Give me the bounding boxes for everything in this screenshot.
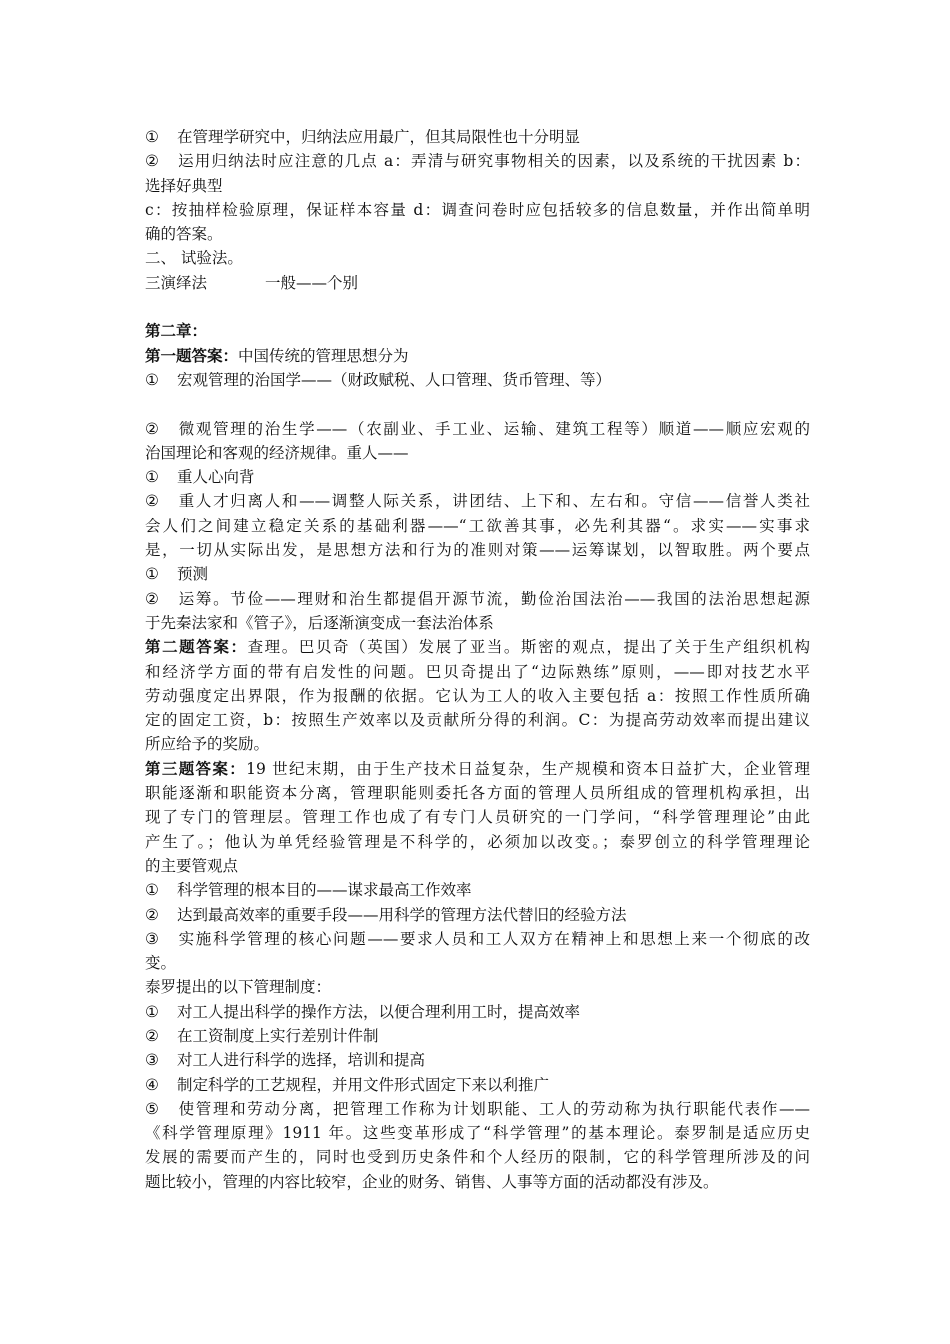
paragraph-line: 劳动强度定出界限，作为报酬的依据。它认为工人的收入主要包括 a：按照工作性质所确 bbox=[145, 686, 810, 705]
list-item bbox=[145, 1097, 810, 1121]
list-item bbox=[145, 125, 810, 149]
answer-heading bbox=[145, 635, 810, 659]
paragraph-line: 会人们之间建立稳定关系的基础利器——“工欲善其事，必先利其器“。求实——实事求 bbox=[145, 516, 810, 535]
answer-heading bbox=[145, 757, 810, 781]
paragraph-text: 微观管理的治生学——（农副业、手工业、运输、建筑工程等）顺道——顺应宏观的 bbox=[177, 419, 810, 438]
list-item bbox=[145, 903, 810, 927]
paragraph-text: 重人心向背 bbox=[177, 468, 255, 487]
paragraph-line: 选择好典型 bbox=[145, 176, 223, 195]
paragraph-line: 的主要管观点 bbox=[145, 856, 239, 875]
list-marker: ③ bbox=[145, 1051, 159, 1070]
paragraph-text: 宏观管理的治国学——（财政赋税、人口管理、货币管理、等） bbox=[177, 370, 612, 389]
list-marker: ① bbox=[145, 370, 159, 389]
deduction-label: 三演绎法 bbox=[145, 273, 208, 292]
list-item bbox=[145, 927, 810, 951]
paragraph-text: 制定科学的工艺规程，并用文件形式固定下来以利推广 bbox=[177, 1075, 550, 1094]
paragraph-line: 职能逐渐和职能资本分离，管理职能则委托各方面的管理人员所组成的管理机构承担，出 bbox=[145, 784, 810, 803]
paragraph-text: 对工人进行科学的选择，培训和提高 bbox=[177, 1051, 426, 1070]
paragraph-text: 运筹。节俭——理财和治生都提倡开源节流，勤俭治国法治——我国的法治思想起源 bbox=[177, 589, 810, 608]
list-item bbox=[145, 489, 810, 513]
section-heading: 二、 试验法。 bbox=[145, 249, 243, 268]
paragraph-line: 于先秦法家和《管子》，后逐渐演变成一套法治体系 bbox=[145, 613, 494, 632]
paragraph-line: 和经济学方面的带有启发性的问题。巴贝奇提出了“边际熟练”原则，——即对技艺水平 bbox=[145, 662, 810, 681]
list-marker: ① bbox=[145, 468, 159, 487]
paragraph-text: 19 世纪末期，由于生产技术日益复杂，生产规模和资本日益扩大，企业管理 bbox=[246, 759, 810, 778]
list-marker: ① bbox=[145, 565, 159, 584]
paragraph-text: 科学管理的根本目的——谋求最高工作效率 bbox=[177, 881, 472, 900]
answer-heading bbox=[145, 344, 810, 368]
list-item bbox=[145, 562, 810, 586]
paragraph-line: 发展的需要而产生的，同时也受到历史条件和个人经历的限制，它的科学管理所涉及的问 bbox=[145, 1148, 810, 1167]
paragraph-text: 中国传统的管理思想分为 bbox=[238, 346, 409, 365]
paragraph-text: 对工人提出科学的操作方法，以便合理利用工时，提高效率 bbox=[177, 1002, 581, 1021]
list-marker: ② bbox=[145, 589, 159, 608]
list-marker: ② bbox=[145, 419, 159, 438]
paragraph-text: 使管理和劳动分离，把管理工作称为计划职能、工人的劳动称为执行职能代表作—— bbox=[177, 1099, 810, 1118]
paragraph-text: 在工资制度上实行差别计件制 bbox=[177, 1026, 379, 1045]
list-marker: ② bbox=[145, 152, 159, 171]
list-marker: ① bbox=[145, 881, 159, 900]
list-item bbox=[145, 878, 810, 902]
deduction-note: 一般——个别 bbox=[265, 273, 359, 292]
document-body bbox=[145, 125, 810, 1194]
paragraph-text: 运用归纳法时应注意的几点 a：弄清与研究事物相关的因素，以及系统的干扰因素 b： bbox=[177, 152, 810, 171]
paragraph-line: 治国理论和客观的经济规律。重人—— bbox=[145, 443, 409, 462]
list-marker: ③ bbox=[145, 929, 159, 948]
paragraph-line: 产生了。；他认为单凭经验管理是不科学的，必须加以改变。；泰罗创立的科学管理理论 bbox=[145, 832, 810, 851]
paragraph-text: 达到最高效率的重要手段——用科学的管理方法代替旧的经验方法 bbox=[177, 905, 627, 924]
list-marker: ① bbox=[145, 1002, 159, 1021]
paragraph-line: 《科学管理原理》1911 年。这些变革形成了“科学管理”的基本理论。泰罗制是适应历史 bbox=[145, 1124, 810, 1143]
list-item bbox=[145, 1000, 810, 1024]
list-marker: ② bbox=[145, 1026, 159, 1045]
paragraph-line: c：按抽样检验原理，保证样本容量 d：调查问卷时应包括较多的信息数量，并作出简单明 bbox=[145, 200, 810, 219]
paragraph-line: 确的答案。 bbox=[145, 225, 223, 244]
list-item bbox=[145, 587, 810, 611]
paragraph-text: 实施科学管理的核心问题——要求人员和工人双方在精神上和思想上来一个彻底的改 bbox=[177, 929, 810, 948]
chapter-title: 第二章： bbox=[145, 321, 208, 341]
list-item bbox=[145, 149, 810, 173]
list-marker: ② bbox=[145, 492, 159, 511]
list-item bbox=[145, 1048, 810, 1072]
list-marker: ② bbox=[145, 905, 159, 924]
paragraph-line: 定的固定工资，b：按照生产效率以及贡献所分得的利润。C：为提高劳动效率而提出建议 bbox=[145, 711, 810, 730]
paragraph-text: 查理。巴贝奇（英国）发展了亚当。斯密的观点，提出了关于生产组织机构 bbox=[247, 638, 810, 657]
section-heading bbox=[145, 271, 810, 295]
list-marker: ① bbox=[145, 128, 159, 146]
paragraph-text: 重人才归离人和——调整人际关系，讲团结、上下和、左右和。守信——信誉人类社 bbox=[177, 492, 810, 511]
list-marker: ⑤ bbox=[145, 1099, 159, 1118]
paragraph-line: 现了专门的管理层。管理工作也成了有专门人员研究的一门学问，“科学管理理论”由此 bbox=[145, 808, 810, 827]
list-item bbox=[145, 1024, 810, 1048]
paragraph-line: 是，一切从实际出发，是思想方法和行为的准则对策——运筹谋划，以智取胜。两个要点 bbox=[145, 541, 810, 560]
list-marker: ④ bbox=[145, 1075, 159, 1094]
list-item bbox=[145, 417, 810, 441]
list-item bbox=[145, 368, 810, 392]
paragraph-line: 题比较小，管理的内容比较窄，企业的财务、销售、人事等方面的活动都没有涉及。 bbox=[145, 1172, 719, 1191]
paragraph-line: 变。 bbox=[145, 954, 177, 973]
answer-label: 第三题答案： bbox=[145, 758, 247, 778]
paragraph-text: 预测 bbox=[177, 565, 209, 584]
paragraph-line: 泰罗提出的以下管理制度： bbox=[145, 978, 332, 997]
list-item bbox=[145, 465, 810, 489]
paragraph-line: 所应给予的奖励。 bbox=[145, 735, 270, 754]
list-item bbox=[145, 1073, 810, 1097]
answer-label: 第一题答案： bbox=[145, 345, 239, 365]
answer-label: 第二题答案： bbox=[145, 637, 248, 657]
paragraph-text: 在管理学研究中，归纳法应用最广，但其局限性也十分明显 bbox=[177, 128, 581, 146]
